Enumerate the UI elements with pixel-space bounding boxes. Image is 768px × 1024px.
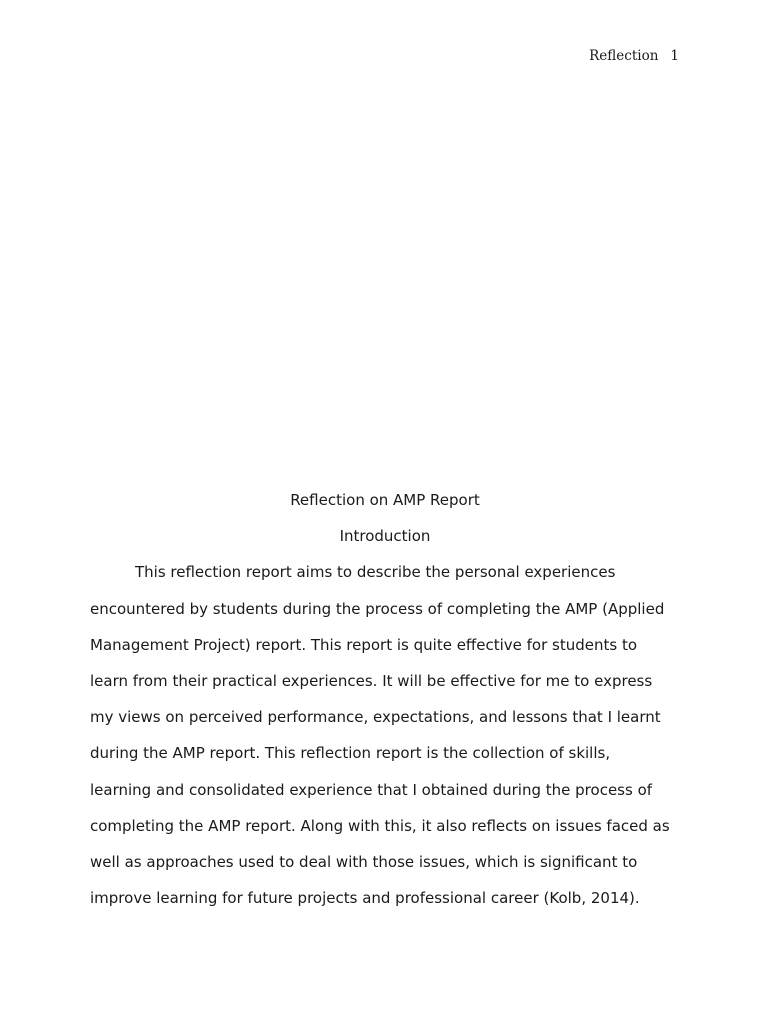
paragraph-line: my views on perceived performance, expectations, and lessons that I learnt — [90, 708, 661, 727]
paragraph-line: learn from their practical experiences. It will be effective for me to express — [90, 672, 653, 691]
paragraph-line: encountered by students during the process of completing the AMP (Applied — [90, 599, 665, 618]
paragraph-line: This reflection report aims to describe the personal experiences — [135, 563, 616, 582]
introduction-paragraph — [90, 554, 680, 916]
page-number: 1 — [670, 48, 679, 64]
document-body — [90, 482, 680, 916]
document-title: Reflection on AMP Report — [290, 491, 480, 509]
paragraph-line: during the AMP report. This reflection report is the collection of skills, — [90, 744, 611, 763]
paragraph-line: Management Project) report. This report is quite effective for students to — [90, 635, 638, 654]
running-head-title: Reflection — [589, 48, 659, 64]
paragraph-line: well as approaches used to deal with those issues, which is significant to — [90, 853, 638, 872]
paragraph-line: learning and consolidated experience that I obtained during the process of — [90, 780, 653, 799]
paragraph-line: improve learning for future projects and professional career (Kolb, 2014). — [90, 889, 640, 908]
running-head — [589, 46, 679, 66]
section-heading: Introduction — [339, 527, 431, 546]
paragraph-line: completing the AMP report. Along with this, it also reflects on issues faced as — [90, 816, 670, 835]
